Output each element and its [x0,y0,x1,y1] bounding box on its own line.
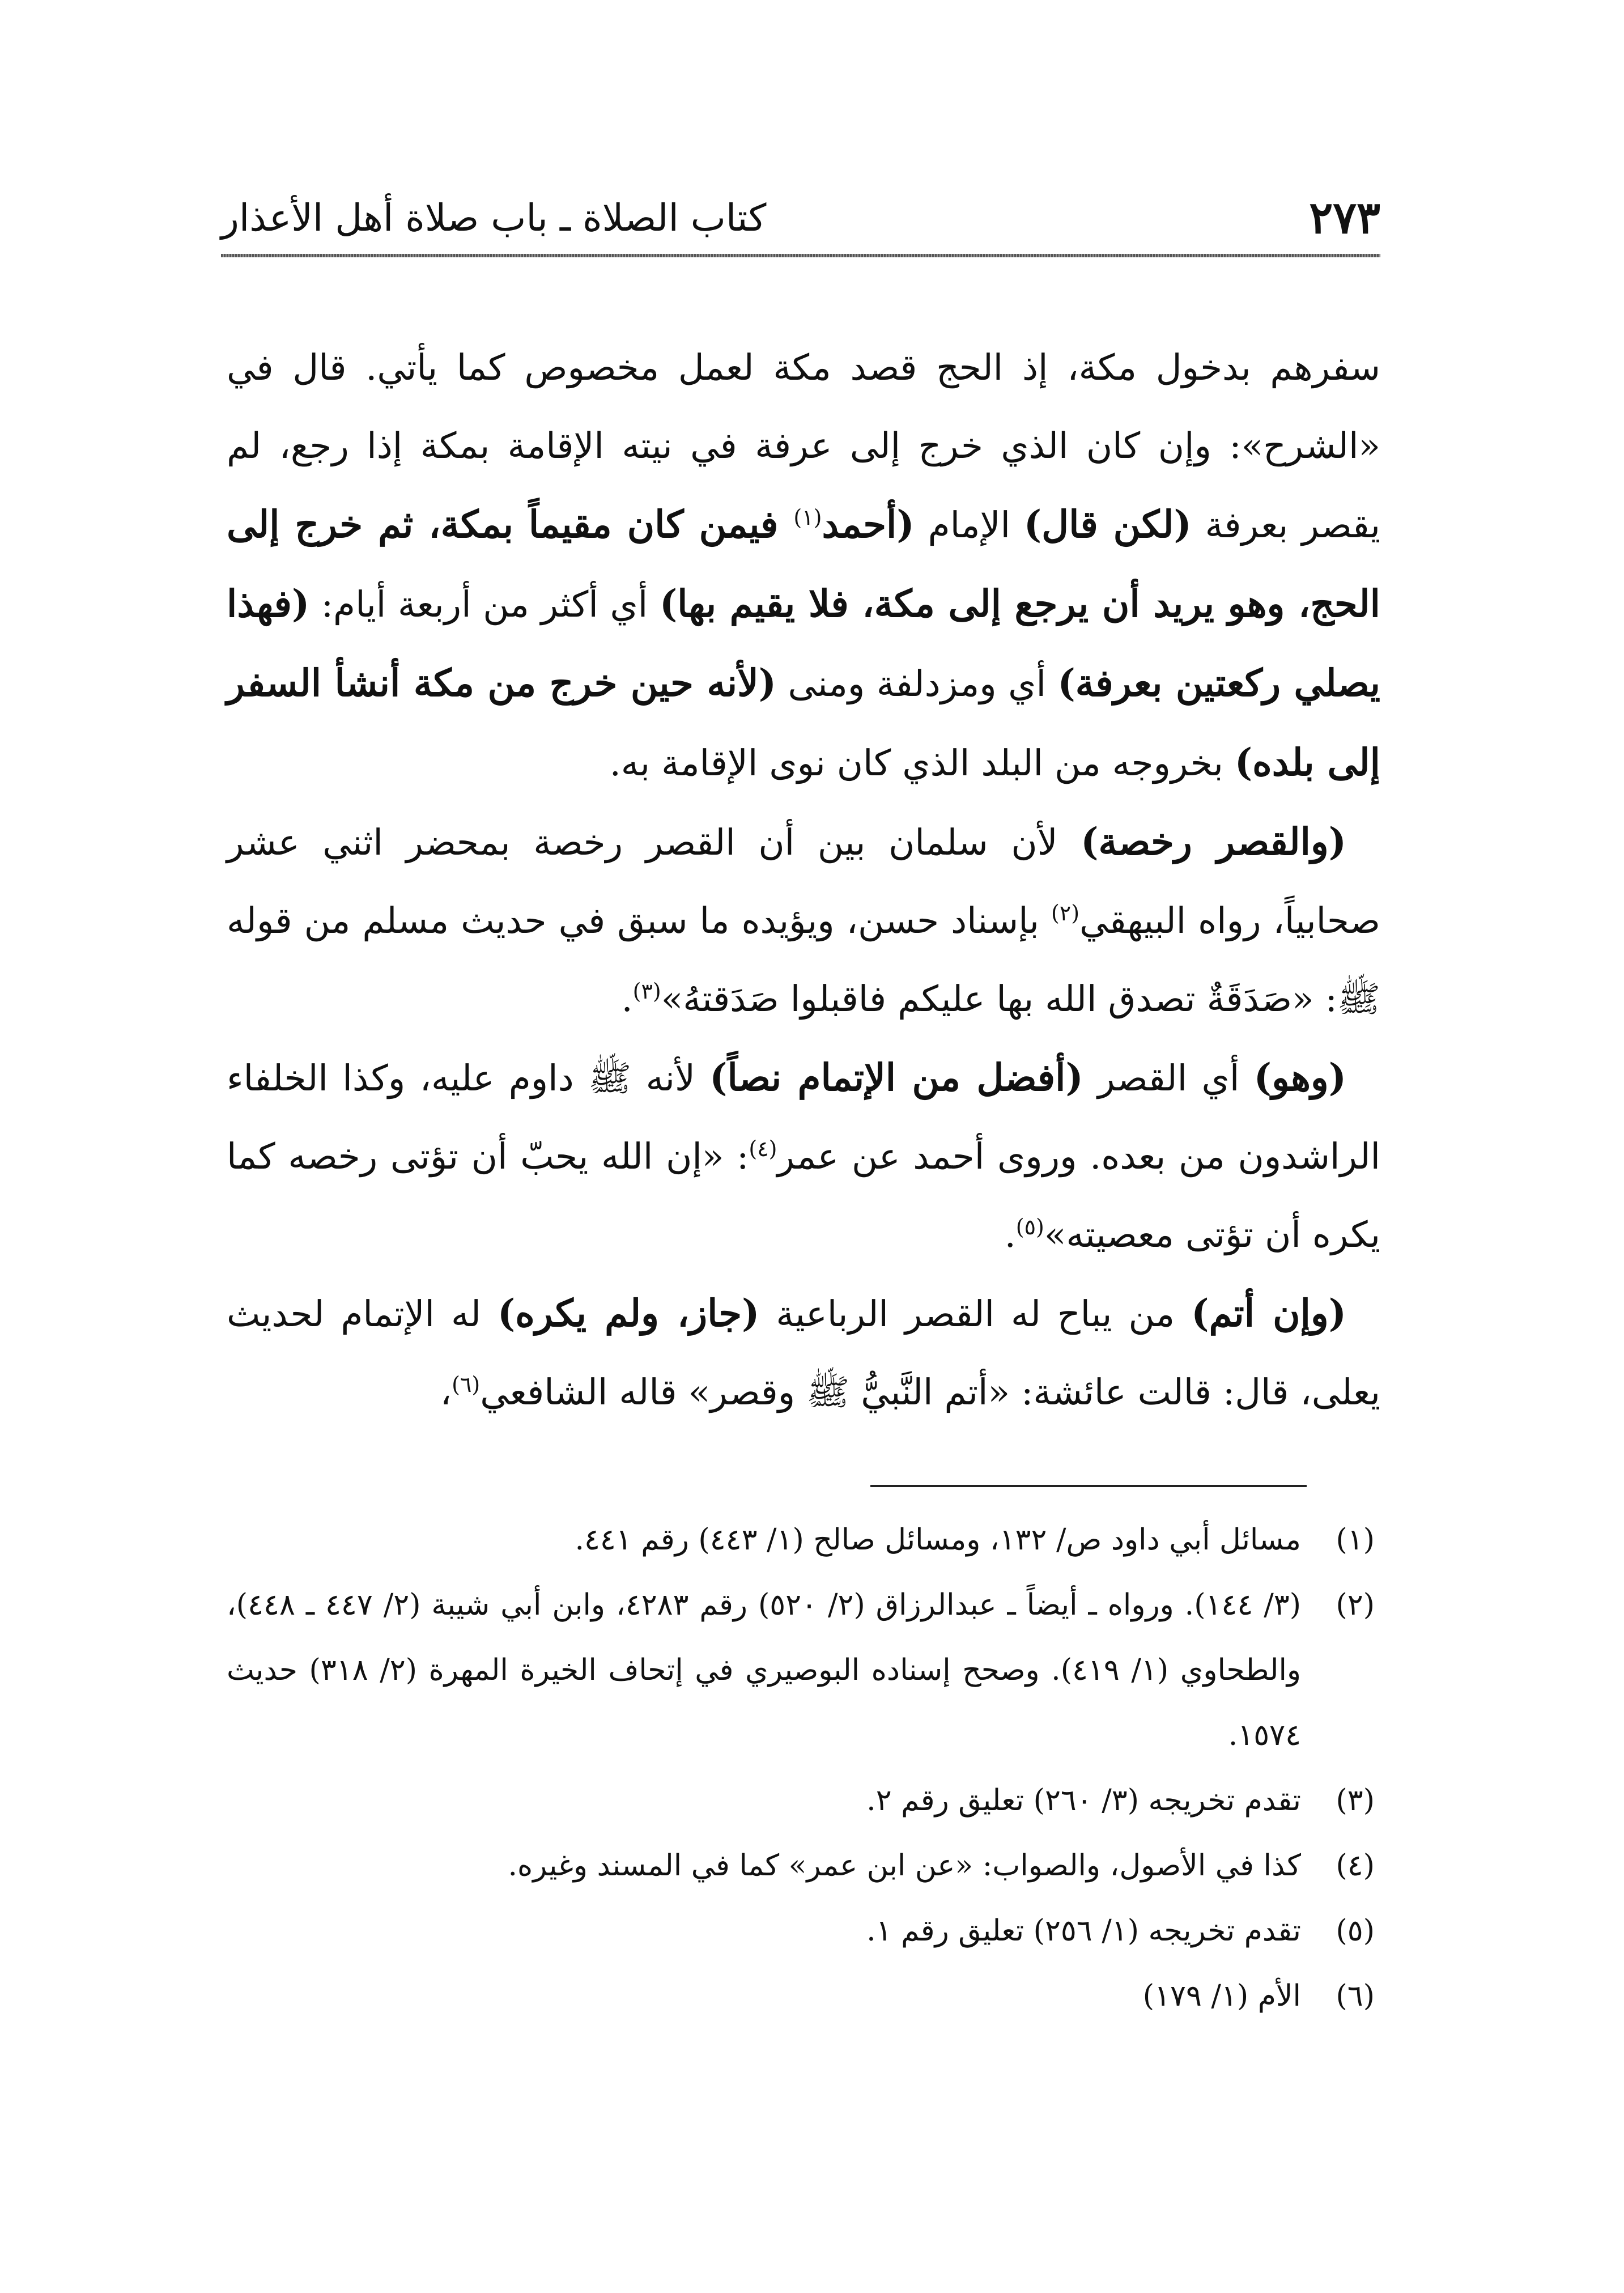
bold-text: (والقصر رخصة) [1081,819,1347,864]
footnote-2 [227,1573,1375,1768]
footnote-number: (٤) [1336,1849,1375,1883]
paragraph-2 [227,802,1380,1038]
text-run: : «إن الله يحبّ أن تؤتى رخصه كما يكره أن تؤتى معصيته» [227,1136,1380,1255]
footnote-ref[interactable]: (٣) [632,979,661,1004]
bold-text: (وإن أتم) [1191,1291,1347,1335]
page-number: ٢٧٣ [1309,192,1380,244]
bold-text: فيمن كان مقيماً بمكة، ثم خرج إلى الحج، وهو يريد أن يرجع إلى مكة، فلا يقيم بها) [227,502,1380,626]
text-run: بخروجه من البلد الذي كان نوى الإقامة به. [609,742,1235,784]
footnote-ref[interactable]: (٦) [452,1372,481,1397]
footnote-ref[interactable]: (٢) [1051,901,1080,925]
text-run: . [621,978,633,1020]
text-run: أي ومزدلفة ومنى [776,663,1058,704]
footnote-6 [227,1964,1375,2029]
text-run: . [1004,1214,1016,1255]
text-run: أي أكثر من أربعة أيام: [309,584,660,625]
paragraph-1 [227,329,1380,802]
paragraph-4 [227,1274,1380,1432]
footnote-number: (٦) [1336,1979,1375,2013]
text-run: لأنه ﷺ داوم عليه، وكذا الخلفاء الراشدون من بعده. وروى أحمد عن عمر [227,1058,1380,1177]
bold-text: (أحمد [822,502,915,546]
footnote-number: (٥) [1336,1914,1375,1948]
footnote-text: (٣/ ١٤٤). ورواه ـ أيضاً ـ عبدالرزاق (٢/ ٥٢٠) رقم ٤٢٨٣، وابن أبي شيبة (٢/ ٤٤٧ ـ ٤٤٨)، والطحاوي (١/ ٤١٩). وصحح إسناده البوصيري في إتحاف الخيرة المهرة (٢/ ٣١٨) حديث ١٥٧٤. [227,1588,1302,1752]
footnote-text: تقدم تخريجه (١/ ٢٥٦) تعليق رقم ١. [866,1914,1301,1948]
footnote-text: تقدم تخريجه (٣/ ٢٦٠) تعليق رقم ٢. [866,1784,1301,1818]
footnote-3 [227,1768,1375,1833]
text-run: أي القصر [1083,1058,1254,1099]
footnotes [227,1508,1375,2029]
paragraph-3 [227,1038,1380,1274]
text-run: لأن سلمان بين أن القصر رخصة بمحضر اثني عشر صحابياً، رواه البيهقي [227,822,1380,941]
text-run: له الإتمام لحديث يعلى، قال: قالت عائشة: «أتم النَّبيُّ ﷺ وقصر» قاله الشافعي [227,1293,1380,1413]
page-header [221,187,1380,249]
bold-text: (لكن قال) [1023,502,1192,546]
footnote-text: مسائل أبي داود ص/ ١٣٢، ومسائل صالح (١/ ٤٤٣) رقم ٤٤١. [575,1523,1301,1557]
bold-text: (أفضل من الإتمام نصاً) [709,1055,1083,1099]
text-run: الإمام [914,504,1024,546]
bold-text: (لأنه حين خرج من مكة أنشأ السفر إلى بلده) [227,661,1380,784]
footnote-number: (٢) [1336,1588,1375,1622]
running-head: كتاب الصلاة ـ باب صلاة أهل الأعذار [221,196,767,240]
footnote-number: (٣) [1336,1784,1375,1818]
text-run: من يباح له القصر الرباعية [759,1293,1192,1335]
footnote-5 [227,1899,1375,1964]
bold-text: (جاز، ولم يكره) [498,1291,760,1335]
header-rule [221,254,1380,257]
footnote-ref[interactable]: (٥) [1015,1215,1044,1239]
footnote-text: كذا في الأصول، والصواب: «عن ابن عمر» كما في المسند وغيره. [508,1849,1301,1883]
text-run: بإسناد حسن، ويؤيده ما سبق في حديث مسلم من قوله ﷺ: «صَدَقَةٌ تصدق الله بها عليكم فاقبلوا صَدَقتهُ» [227,900,1380,1020]
bold-text: (فهذا يصلي ركعتين بعرفة) [227,581,1380,705]
footnote-text: الأم (١/ ١٧٩) [1142,1979,1301,2013]
footnote-rule [870,1485,1307,1487]
footnote-number: (١) [1336,1523,1375,1557]
footnote-ref[interactable]: (١) [793,505,822,530]
footnote-4 [227,1833,1375,1899]
footnote-ref[interactable]: (٤) [749,1136,777,1161]
text-run: ، [440,1371,452,1413]
main-text [227,329,1380,1432]
bold-text: (وهو) [1253,1055,1347,1099]
text-run: سفرهم بدخول مكة، إذ الحج قصد مكة لعمل مخصوص كما يأتي. قال في «الشرح»: وإن كان الذي خرج إلى عرفة في نيته الإقامة بمكة إذا رجع، لم يقصر بعرفة [227,347,1380,546]
footnote-1 [227,1508,1375,1573]
